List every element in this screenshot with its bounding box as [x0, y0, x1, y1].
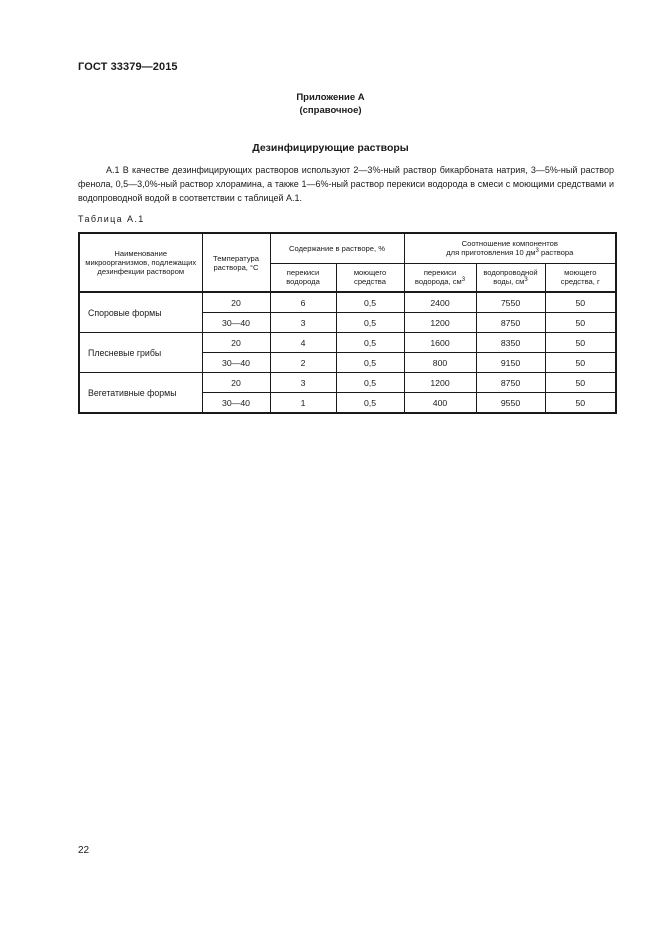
peroxide-cm3-cell: 1200 — [404, 313, 476, 333]
peroxide-cm3-cell: 2400 — [404, 292, 476, 313]
header-peroxide-pct: перекиси водорода — [270, 263, 336, 292]
detergent-g-cell: 50 — [545, 353, 616, 373]
header-water-cm3 — [476, 263, 545, 292]
header-ratio-line2: для приготовления 10 дм — [446, 248, 536, 258]
detergent-pct-cell: 0,5 — [336, 353, 404, 373]
temp-cell: 20 — [202, 292, 270, 313]
header-peroxide-cm3-sup: 3 — [461, 277, 466, 284]
appendix-heading — [0, 91, 661, 117]
water-cm3-cell: 7550 — [476, 292, 545, 313]
peroxide-pct-cell: 6 — [270, 292, 336, 313]
disinfectant-table — [78, 232, 617, 414]
peroxide-pct-cell: 4 — [270, 333, 336, 353]
header-ratio-group — [404, 233, 616, 263]
table-row — [79, 373, 616, 393]
header-water-cm3-label: водопроводной воды, см — [483, 268, 538, 287]
appendix-title: Приложение А — [296, 92, 365, 103]
temp-cell: 20 — [202, 373, 270, 393]
peroxide-cm3-cell: 1200 — [404, 373, 476, 393]
peroxide-cm3-cell: 800 — [404, 353, 476, 373]
header-temperature: Температура раствора, °С — [202, 233, 270, 292]
section-paragraph: А.1 В качестве дезинфицирующих растворов используют 2—3%-ный раствор бикарбоната натрия, 3—5%-ный раствор фенола, 0,5—3,0%-ный раствор хлорамина, а также 1—6%-ный раствор перекиси водорода в смеси с моющими средствами и водопроводной водой в соответствии с таблицей А.1. — [78, 165, 614, 203]
document-code: ГОСТ 33379—2015 — [78, 61, 178, 73]
water-cm3-cell: 9150 — [476, 353, 545, 373]
header-ratio-sup: 3 — [535, 248, 539, 255]
header-ratio-line1: Соотношение компонентов — [461, 239, 558, 249]
detergent-pct-cell: 0,5 — [336, 333, 404, 353]
detergent-g-cell: 50 — [545, 313, 616, 333]
organism-cell: Вегетативные формы — [79, 373, 202, 414]
table-row — [79, 333, 616, 353]
header-organism: Наименование микроорганизмов, подлежащих дезинфекции раствором — [79, 233, 202, 292]
detergent-g-cell: 50 — [545, 373, 616, 393]
section-title: Дезинфицирующие растворы — [252, 142, 409, 154]
header-content-group: Содержание в растворе, % — [270, 233, 404, 263]
water-cm3-cell: 8750 — [476, 313, 545, 333]
table-caption: Таблица А.1 — [78, 214, 145, 224]
temp-cell: 30—40 — [202, 313, 270, 333]
organism-cell: Плесневые грибы — [79, 333, 202, 373]
header-detergent-g: моющего средства, г — [545, 263, 616, 292]
water-cm3-cell: 9550 — [476, 393, 545, 414]
detergent-g-cell: 50 — [545, 333, 616, 353]
table-row — [79, 292, 616, 313]
water-cm3-cell: 8350 — [476, 333, 545, 353]
appendix-subtitle: (справочное) — [299, 105, 362, 116]
page-number: 22 — [78, 845, 90, 856]
temp-cell: 30—40 — [202, 393, 270, 414]
header-peroxide-cm3-label: перекиси водорода, см — [414, 268, 462, 287]
detergent-g-cell: 50 — [545, 292, 616, 313]
temp-cell: 30—40 — [202, 353, 270, 373]
peroxide-cm3-cell: 400 — [404, 393, 476, 414]
detergent-pct-cell: 0,5 — [336, 373, 404, 393]
detergent-pct-cell: 0,5 — [336, 313, 404, 333]
detergent-g-cell: 50 — [545, 393, 616, 414]
detergent-pct-cell: 0,5 — [336, 292, 404, 313]
water-cm3-cell: 8750 — [476, 373, 545, 393]
peroxide-pct-cell: 1 — [270, 393, 336, 414]
header-detergent-pct: моющего средства — [336, 263, 404, 292]
peroxide-pct-cell: 3 — [270, 373, 336, 393]
peroxide-pct-cell: 2 — [270, 353, 336, 373]
header-ratio-line2-end: раствора — [538, 248, 574, 258]
detergent-pct-cell: 0,5 — [336, 393, 404, 414]
header-water-cm3-sup: 3 — [524, 277, 528, 284]
header-peroxide-cm3 — [404, 263, 476, 292]
peroxide-cm3-cell: 1600 — [404, 333, 476, 353]
peroxide-pct-cell: 3 — [270, 313, 336, 333]
temp-cell: 20 — [202, 333, 270, 353]
organism-cell: Споровые формы — [79, 292, 202, 333]
